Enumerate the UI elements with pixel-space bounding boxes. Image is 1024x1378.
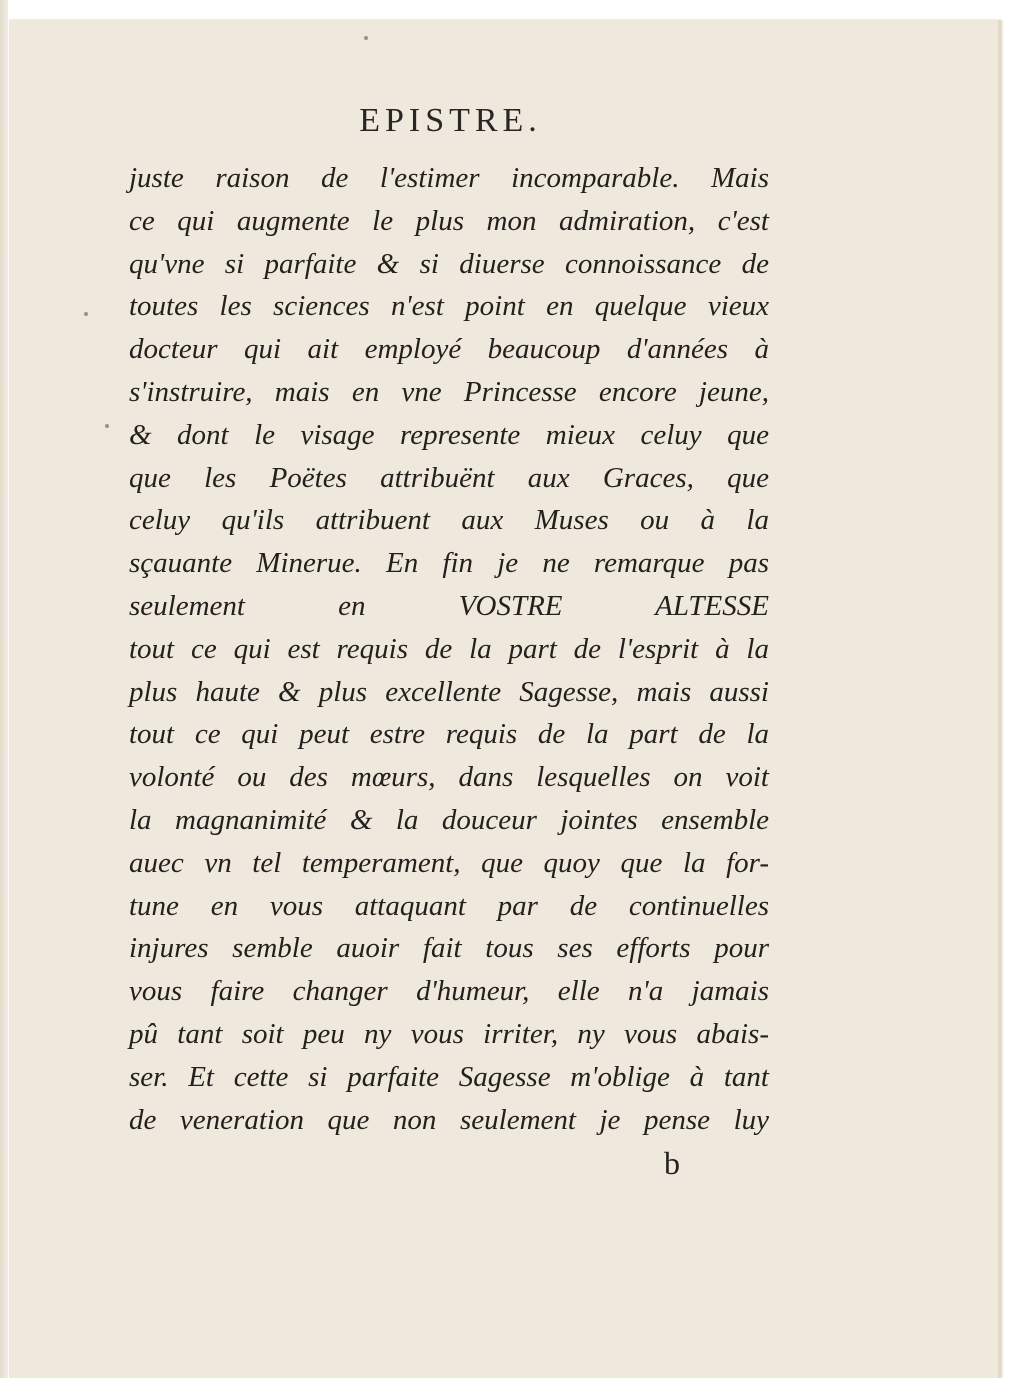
- paper-speck: [84, 312, 88, 316]
- text-line: tout ce qui est requis de la part de l'esprit à la: [129, 632, 769, 665]
- text-line: toutes les sciences n'est point en quelque vieux: [129, 290, 769, 323]
- text-line: seulement en VOSTRE ALTESSE: [129, 589, 769, 622]
- text-line: la magnanimité & la douceur jointes ensemble: [129, 803, 769, 836]
- text-line: sçauante Minerue. En fin je ne remarque pas: [129, 547, 769, 580]
- text-line: plus haute & plus excellente Sagesse, mais aussi: [129, 675, 769, 708]
- text-line: volonté ou des mœurs, dans lesquelles on voit: [129, 761, 769, 794]
- page-fore-edge: [998, 20, 1001, 1378]
- text-line: de veneration que non seulement je pense luy: [129, 1103, 769, 1136]
- text-line: celuy qu'ils attribuent aux Muses ou à la: [129, 504, 769, 537]
- text-line: ser. Et cette si parfaite Sagesse m'oblige à tant: [129, 1060, 769, 1093]
- text-line: ce qui augmente le plus mon admiration, c'est: [129, 204, 769, 237]
- text-line: & dont le visage represente mieux celuy que: [129, 418, 769, 451]
- paper-speck: [364, 36, 368, 40]
- paper-speck: [105, 424, 109, 428]
- text-line: s'instruire, mais en vne Princesse encore jeune,: [129, 375, 769, 408]
- text-line: que les Poëtes attribuënt aux Graces, que: [129, 461, 769, 494]
- text-line: auec vn tel temperament, que quoy que la for-: [129, 846, 769, 879]
- text-line: injures semble auoir fait tous ses efforts pour: [129, 932, 769, 965]
- text-line: pû tant soit peu ny vous irriter, ny vous abais-: [129, 1017, 769, 1050]
- text-line: qu'vne si parfaite & si diuerse connoissance de: [129, 247, 769, 280]
- running-head: EPISTRE.: [359, 102, 542, 139]
- book-page: [9, 20, 1001, 1378]
- text-line: vous faire changer d'humeur, elle n'a jamais: [129, 975, 769, 1008]
- text-line: juste raison de l'estimer incomparable. Mais: [129, 162, 769, 194]
- adjacent-page-edge: [0, 0, 8, 1378]
- text-line: tune en vous attaquant par de continuelles: [129, 889, 769, 922]
- body-text: [129, 157, 769, 1141]
- text-line: tout ce qui peut estre requis de la part de la: [129, 718, 769, 751]
- text-line: docteur qui ait employé beaucoup d'années à: [129, 333, 769, 366]
- signature-mark: b: [664, 1145, 680, 1181]
